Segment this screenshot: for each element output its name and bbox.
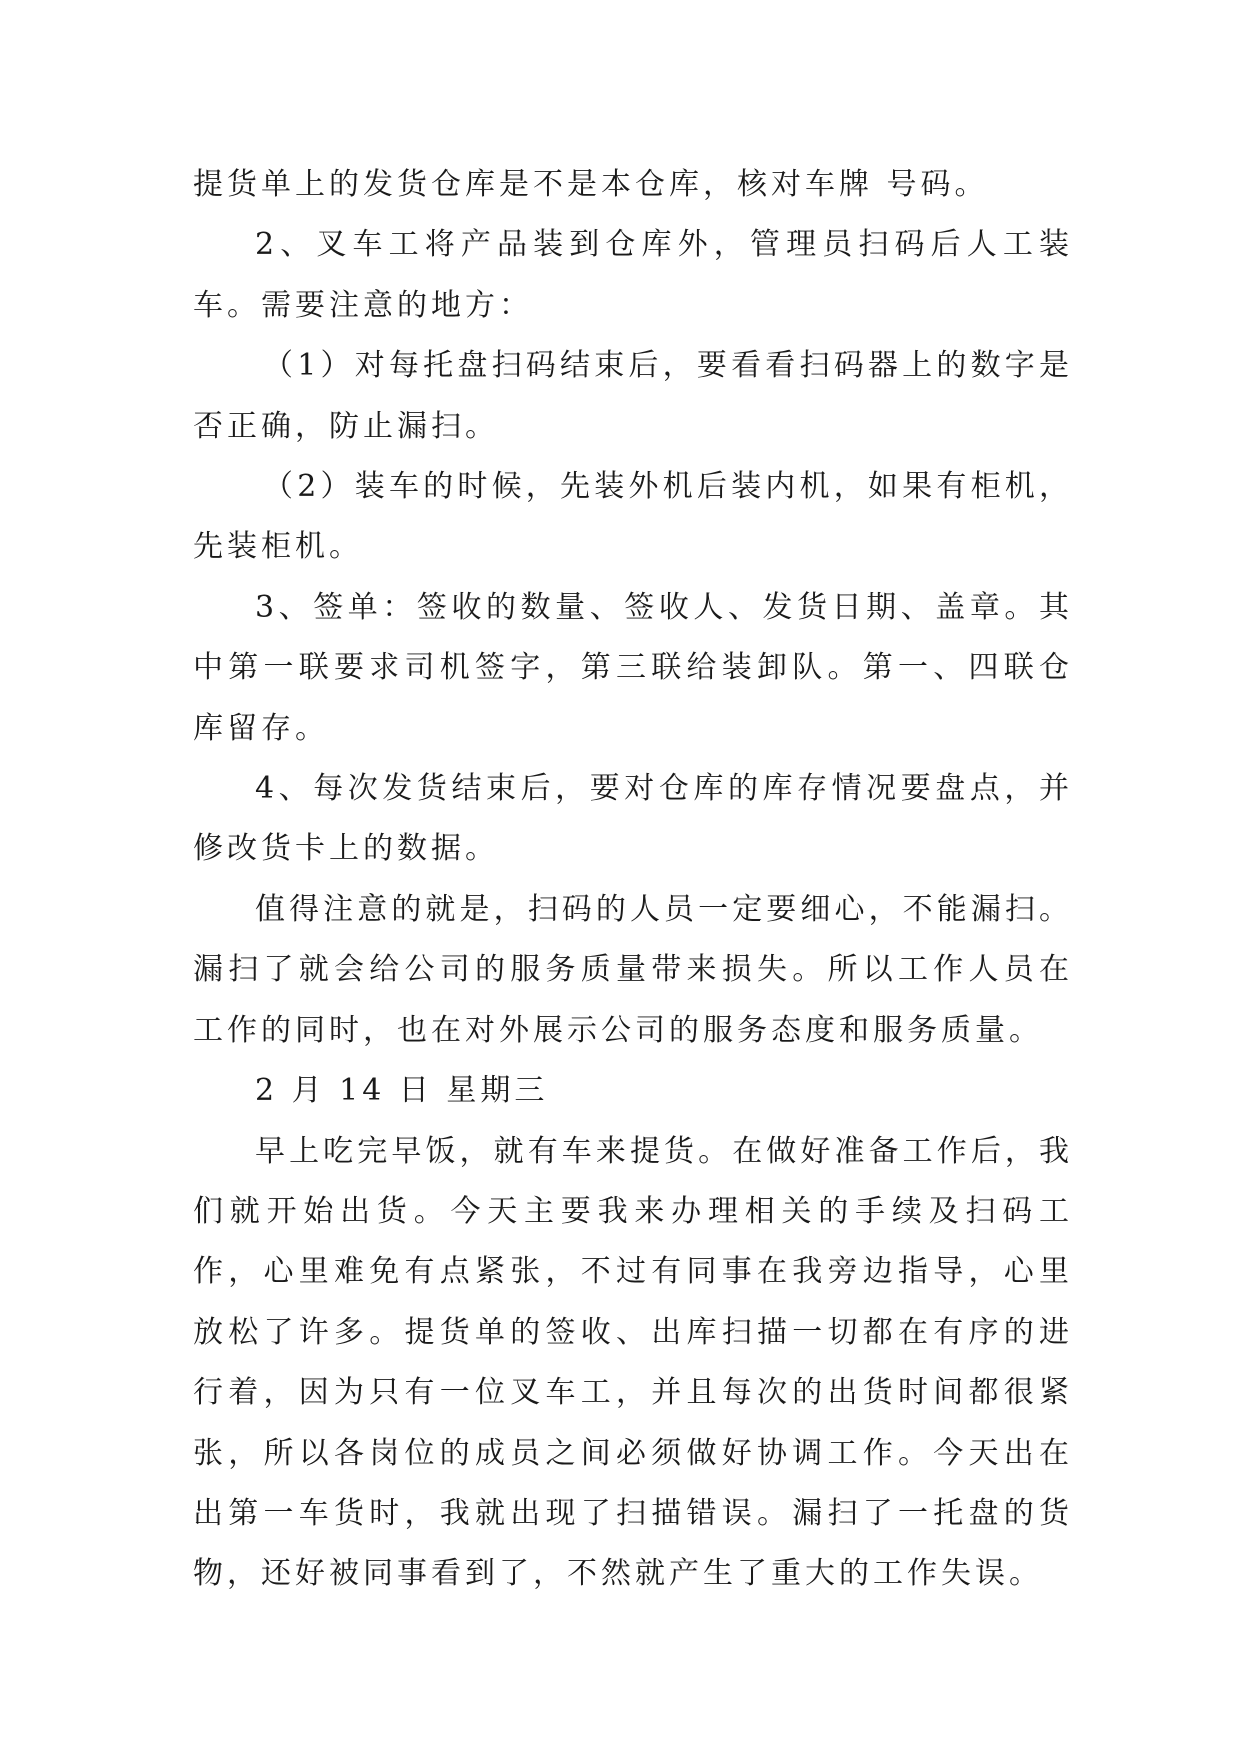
paragraph-date-heading: 2 月 14 日 星期三 [255, 1073, 549, 1109]
paragraph-diary-entry: 早上吃完早饭，就有车来提货。在做好准备工作后，我们就开始出货。今天主要我来办理相关的手续及扫码工作，心里难免有点紧张，不过有同事在我旁边指导，心里放松了许多。提货单的签收、出库扫描一切都在有序的进行着，因为只有一位叉车工，并且每次的出货时间都很紧张，所以各岗位的成员之间必须做好协调工作。今天出在出第一车货时，我就出现了扫描错误。漏扫了一托盘的货物，还好被同事看到了，不然就产生了重大的工作失误。 [193, 1133, 1073, 1592]
paragraph-summary: 值得注意的就是，扫码的人员一定要细心，不能漏扫。漏扫了就会给公司的服务质量带来损失。所以工作人员在工作的同时，也在对外展示公司的服务态度和服务质量。 [193, 891, 1073, 1048]
body-text [193, 155, 1073, 1605]
paragraph-note-1: （1）对每托盘扫码结束后，要看看扫码器上的数字是否正确，防止漏扫。 [193, 348, 1073, 444]
paragraph-step-3: 3、签单：签收的数量、签收人、发货日期、盖章。其中第一联要求司机签字，第三联给装卸队。第一、四联仓库留存。 [193, 589, 1073, 746]
paragraph-step-4: 4、每次发货结束后，要对仓库的库存情况要盘点，并修改货卡上的数据。 [193, 771, 1073, 867]
paragraph-step-2: 2、叉车工将产品装到仓库外，管理员扫码后人工装车。需要注意的地方： [193, 227, 1073, 323]
paragraph-note-2: （2）装车的时候，先装外机后装内机，如果有柜机，先装柜机。 [193, 469, 1073, 565]
paragraph-continuation: 提货单上的发货仓库是不是本仓库，核对车牌 号码。 [193, 167, 989, 202]
